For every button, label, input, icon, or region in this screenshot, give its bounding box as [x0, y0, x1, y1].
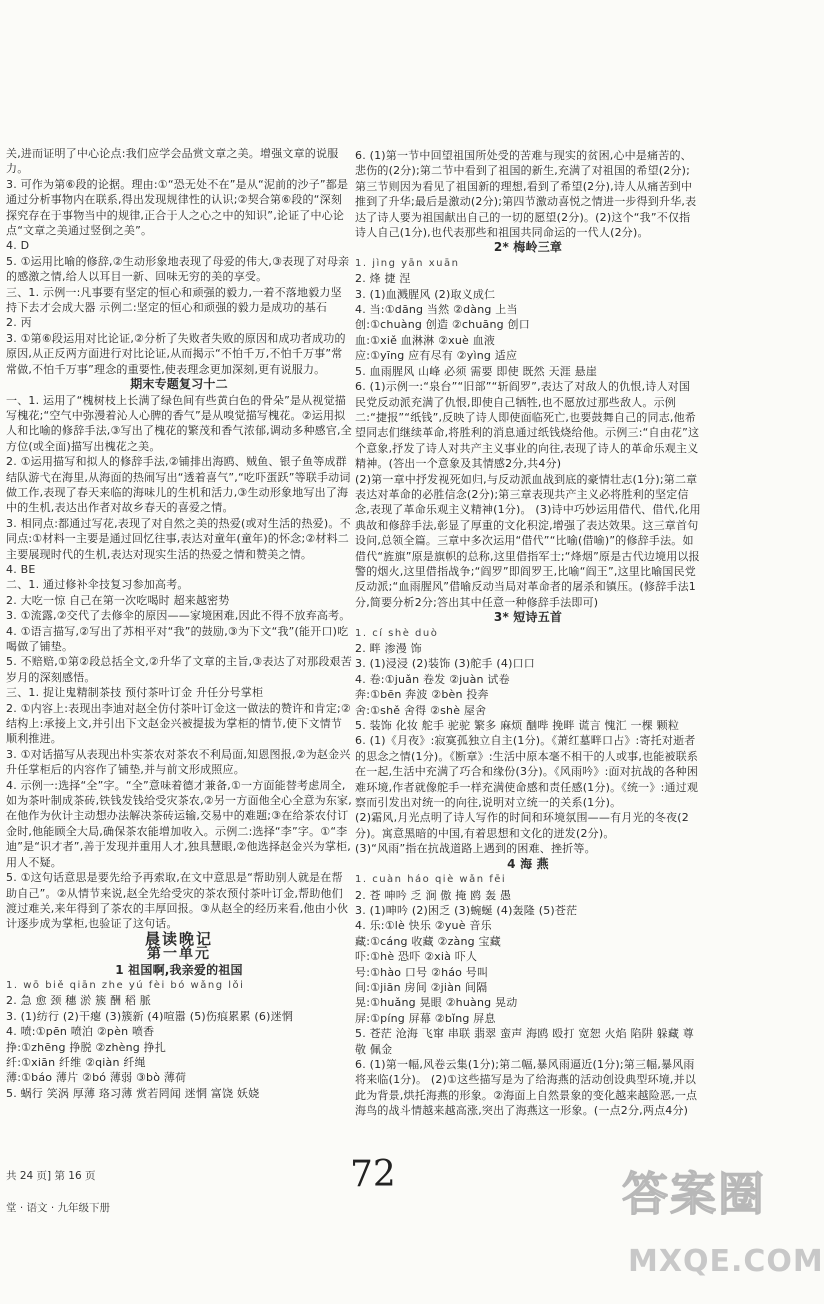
pinyin-line: 1. jìng yān xuān	[355, 257, 460, 269]
answer-paragraph: 5. 苍茫 沧海 飞窜 串联 翡翠 蛮声 海鸥 殴打 宽恕 火焰 陷阱 躲藏 尊敬 佩金	[355, 1027, 694, 1056]
answer-paragraph: 3. 可作为第⑥段的论据。理由:①“恐无处不在”是从“泥前的沙子”都是通过分析事物内在联系,得出发现规律性的认识;②契合第⑥段的“深刻探究存在于事物当中的规律,正合于人之心之中的知识”,论证了中心论点“文章之美通过竖倒之美”。	[6, 177, 349, 238]
answer-paragraph: 5. ①运用比喻的修辞,②生动形象地表现了母爱的伟大,③表现了对母亲的感激之情,给人以耳目一新、回味无穷的美的享受。	[6, 254, 350, 284]
footer-page-info: 共 24 页] 第 16 页	[6, 1170, 96, 1182]
answer-paragraph: 纤:①xiān 纤维 ②qiàn 纤绳	[6, 1055, 146, 1069]
answer-paragraph: 舍:①shě 舍得 ②shè 屋舍	[355, 703, 487, 717]
answer-paragraph: 3. ①流露,②交代了去修伞的原因——家境困难,因此不得不放弃高考。	[6, 609, 351, 623]
answer-paragraph: 5. 血雨腥风 山峰 必须 需要 即使 既然 天涯 悬崖	[355, 364, 598, 378]
answer-paragraph: (3)“风雨”指在抗战道路上遇到的困难、挫折等。	[355, 842, 596, 856]
answer-paragraph: 2. ①内容上:表现出李迪对赵全仿付茶叶订金这一做法的赞许和肯定;②结构上:承接上文,并引出下文赵金兴被提拔为掌柜的情节,使下文情节顺利推进。	[6, 701, 351, 746]
answer-paragraph: (2)霜风,月光点明了诗人写作的时间和环境氛围——有月光的冬夜(2分)。寓意黑暗的中国,有着思想和文化的迸发(2分)。	[355, 811, 689, 840]
left-column	[6, 146, 352, 1100]
section-heading: 1 祖国啊,我亲爱的祖国	[115, 962, 243, 977]
answer-paragraph: 4. ①语言描写,②写出了苏相平对“我”的鼓励,③为下文“我”(能开口)吃喝做了铺垫。	[6, 624, 349, 653]
answer-paragraph: 三、1. 示例一:凡事要有坚定的恒心和顽强的毅力,一着不落地毅力坚持下去才会成大器 示例二:坚定的恒心和顽强的毅力是成功的基石	[6, 285, 342, 315]
watermark-logo	[600, 1150, 824, 1300]
answer-paragraph: 2. ①运用描写和拟人的修辞手法,②铺排出海鸥、贼鱼、银子鱼等成群结队游弋在海里,从海面的热闹写出“透着喜气”,“吃吓蛋跃”等联手动词做工作,表现了春天来临的海味儿的生机和活力,③生动形象地写出了海中的生机,表达出作者对故乡春天的喜爱之情。	[6, 455, 351, 515]
answer-paragraph: 关,进而证明了中心论点:我们应学会品赏文章之美。增强文章的说服力。	[6, 147, 339, 176]
answer-paragraph: 3. 相同点:都通过写花,表现了对自然之美的热爱(或对生活的热爱)。不同点:①材料一主要是通过回忆往事,表达对童年(童年)的怀念;②材料二主要展现时代的生机,表达对现实生活的热爱之情和赞美之情。	[6, 516, 351, 561]
footer-book-info: 堂 · 语文 · 九年级下册	[6, 1202, 111, 1214]
watermark-logo-text: 答案圈	[622, 1167, 766, 1221]
answer-paragraph: 一、1. 运用了“槐树枝上长满了绿色间有些黄白色的骨朵”是从视觉描写槐花;“空气中弥漫着沁人心脾的香气”是从嗅觉描写槐花。②运用拟人和比喻的修辞手法,③写出了槐花的繁茂和香气浓郁,调动多种感官,全方位(或全面)描写出槐花之美。	[6, 393, 352, 453]
answer-paragraph: 二、1. 通过修补伞技复习参加高考。	[6, 578, 189, 592]
answer-paragraph: 5. ①这句话意思是要先给予再索取,在文中意思是“帮助别人就是在帮助自己”。②从情节来说,赵全先给受灾的茶农预付茶叶订金,帮助他们渡过难关,来年得到了茶农的丰厚回报。③从赵全的经历来看,他由小伙计逐步成为掌柜,也验证了这句话。	[6, 871, 349, 931]
answer-paragraph: (2)第一章中抒发视死如归,与反动派血战到底的豪情壮志(1分);第二章表达对革命的必胜信念(2分);第三章表现共产主义必将胜利的坚定信念,表现了革命乐观主义精神(1分)。 (3)诗中巧妙运用借代、借代,化用典故和修辞手法,彰显了厚重的文化积淀,增强了表达效果。这三章首句设问,总领全篇。三章中多次运用“借代”“比喻(借喻)”的修辞手法。如借代“旌旗”原是旗帜的总称,这里借指军士;“烽烟”原是古代边境用以报警的烟火,这里借指战争;“阎罗”即阎罗王,比喻“阎王”,这里比喻国民党反动派;“血雨腥风”借喻反动当局对革命者的屠杀和镇压。(修辞手法1分,简要分析2分;答出其中任意一种修辞手法即可)	[355, 472, 701, 609]
part-title: 晨读晚记	[144, 929, 213, 948]
answer-paragraph: 号:①hào 口号 ②háo 号叫	[355, 965, 489, 979]
answer-paragraph: 吓:①hè 恐吓 ②xià 吓人	[355, 950, 478, 964]
answer-paragraph: 3. ①第⑥段运用对比论证,②分析了失败者失败的原因和成功者成功的原因,从正反两方面进行对比论证,从而揭示“不怕千万,不怕千万事”常常做,不怕千万事”理念的重要性,使表理念更加深刻,更有说服力。	[6, 331, 346, 376]
answer-paragraph: 6. (1)第一幅,风卷云集(1分);第二幅,暴风雨逼近(1分);第三幅,暴风雨将来临(1分)。 (2)①这些描写是为了给海燕的活动创设典型环境,并以此为背景,烘托海燕的形象。②海面上自然景象的变化越来越险恶,一点海鸟的战斗情越来越高涨,突出了海燕这一形象。(一点2分,两点4分)	[355, 1057, 698, 1118]
answer-paragraph: 3. (1)呻吟 (2)困乏 (3)蜿蜒 (4)轰隆 (5)苍茫	[355, 903, 578, 917]
watermark-site-text: MXQE.COM	[628, 1244, 824, 1279]
answer-paragraph: 3. (1)浸浸 (2)装饰 (3)舵手 (4)口口	[355, 657, 536, 671]
right-column	[355, 148, 701, 1118]
answer-paragraph: 2. 苍 呻吟 乏 涧 傲 掩 鸥 轰 愚	[355, 888, 512, 902]
page-number: 72	[350, 1154, 396, 1195]
answer-paragraph: 应:①yīng 应有尽有 ②yìng 适应	[355, 349, 518, 363]
pinyin-line: 1. cí shè duò	[355, 627, 439, 639]
answer-paragraph: 2. 丙	[6, 316, 32, 330]
answer-paragraph: 3. ①对话描写从表现出朴实茶农对茶农不利局面,知恩图报,②为赵金兴升任掌柜后的内容作了铺垫,并与前文形成照应。	[6, 747, 351, 777]
pinyin-line: 1. cuàn háo qiè wǎn fēi	[355, 874, 507, 886]
answer-paragraph: 4. 乐:①lè 快乐 ②yuè 音乐	[355, 919, 492, 933]
answer-paragraph: 创:①chuàng 创造 ②chuāng 创口	[355, 318, 530, 332]
section-heading: 4 海 燕	[507, 856, 549, 871]
answer-paragraph: 6. (1)示例一:“泉台”“旧部”“斩阎罗”,表达了对敌人的仇恨,诗人对国民党反动派充满了仇恨,即使自己牺牲,也不愿放过那些敌人。示例二:“捷报”“纸钱”,反映了诗人即使面临死亡,也要鼓舞自己的同志,他希望同志们继续革命,将胜利的消息通过纸钱烧给他。示例三:“自由花”这个意象,抒发了诗人对共产主义事业的向往,表现了诗人的革命乐观主义精神。(答出一个意象及其情感2分,共4分)	[355, 380, 700, 471]
answer-paragraph: 3. (1)血溅腥风 (2)取义成仁	[355, 287, 496, 301]
answer-paragraph: 奔:①bēn 奔波 ②bèn 投奔	[355, 688, 489, 702]
answer-paragraph: 2. 大吃一惊 自己在第一次吃喝时 超来越密势	[6, 593, 230, 607]
answer-paragraph: 5. 蜗行 笑涡 厚薄 珞习薄 赏若罔闻 迷惘 富饶 妖娆	[6, 1086, 260, 1100]
answer-paragraph: 4. D	[6, 239, 30, 253]
answer-paragraph: 5. 装饰 化妆 舵手 驼驼 繁多 麻烦 酗哔 挽畔 谎言 愧汇 一棵 颗粒	[355, 719, 680, 733]
answer-paragraph: 薄:①báo 薄片 ②bó 薄弱 ③bò 薄荷	[6, 1071, 187, 1085]
answer-paragraph: 4. 喷:①pēn 喷泊 ②pèn 喷香	[6, 1025, 155, 1039]
section-heading: 2* 梅岭三章	[493, 240, 563, 255]
answer-paragraph: 4. 当:①dāng 当然 ②dàng 上当	[355, 303, 518, 317]
section-heading: 3* 短诗五首	[493, 610, 563, 625]
pinyin-line: 1. wō biě qiān zhe yú fèi bó wǎng lǒi	[6, 979, 245, 991]
answer-paragraph: 4. 卷:①juǎn 卷发 ②juàn 试卷	[355, 672, 510, 686]
answer-paragraph: 晃:①huǎng 晃眼 ②huàng 晃动	[355, 996, 518, 1010]
answer-paragraph: 屏:①píng 屏幕 ②bǐng 屏息	[355, 1011, 496, 1025]
answer-paragraph: 4. 示例一:选择“全”字。“全”意味着德才兼备,①一方面能替考虑周全,如为茶叶制成茶砖,铁钱发钱给受灾茶农,②另一方面他全心全意为东家,在他作为伙计主动想办法解决茶砖运输,交易中的难题;③在给茶农付订金时,他能顾全大局,确保茶农能增加收入。示例二:选择“李”字。①“李迪”是“识才者”,善于发现并重用人才,独具慧眼,②他选择赵金兴为掌柜,用人不疑。	[6, 778, 352, 869]
answer-paragraph: 挣:①zhēng 挣脱 ②zhèng 挣扎	[6, 1040, 167, 1054]
answer-paragraph: 血:①xiě 血淋淋 ②xuè 血液	[355, 333, 496, 347]
answer-paragraph: 3. (1)纺行 (2)干瘪 (3)簇新 (4)喧嚣 (5)伤痕累累 (6)迷惘	[6, 1009, 293, 1023]
answer-paragraph: 2. 烽 捷 涅	[355, 272, 411, 286]
answer-paragraph: 藏:①cáng 收藏 ②zàng 宝藏	[355, 934, 501, 948]
section-heading: 期末专题复习十二	[130, 377, 228, 392]
answer-paragraph: 间:①jiān 房间 ②jiàn 间隔	[355, 980, 488, 994]
answer-paragraph: 6. (1)《月夜》:寂寞孤独立自主(1分)。《萧红墓畔口占》:寄托对逝者的思念之情(1分)。《断章》:生活中原本毫不相干的人或事,也能被联系在一起,生活中充满了巧合和缘份(3分)。《风雨吟》:面对抗战的各种困难环境,作者就像舵手一样充满使命感和责任感(1分)。《统一》:通过观察而引发出对统一的向往,说明对立统一的关系(1分)。	[355, 734, 699, 810]
answer-paragraph: 5. 不赔赔,①第②段总括全文,②升华了文章的主旨,③表达了对那段艰苦岁月的深刻感悟。	[6, 655, 352, 684]
answer-paragraph: 2. 畔 渗漫 饰	[355, 642, 422, 655]
answer-paragraph: 4. BE	[6, 562, 36, 576]
answer-paragraph: 6. (1)第一节中回望祖国所处受的苦难与现实的贫困,心中是痛苦的、悲伤的(2分);第二节中看到了祖国的新生,充满了对祖国的希望(2分);第三节则因为看见了祖国新的理想,看到了希望(2分),诗人从痛苦到中推到了升华;最后是激动(2分);第四节激动喜悦之情进一步得到升华,表达了诗人要为祖国献出自己的一切的愿望(2分)。(2)这个“我”不仅指诗人自己(1分),也代表那些和祖国共同命运的一代人(2分)。	[355, 149, 697, 240]
unit-title: 第一单元	[147, 946, 211, 963]
answer-paragraph: 2. 急 愈 颈 穗 淤 簇 酬 稻 脈	[6, 994, 151, 1008]
answer-paragraph: 三、1. 捉让鬼精制茶技 预付茶叶订金 升任分号掌柜	[6, 686, 264, 700]
